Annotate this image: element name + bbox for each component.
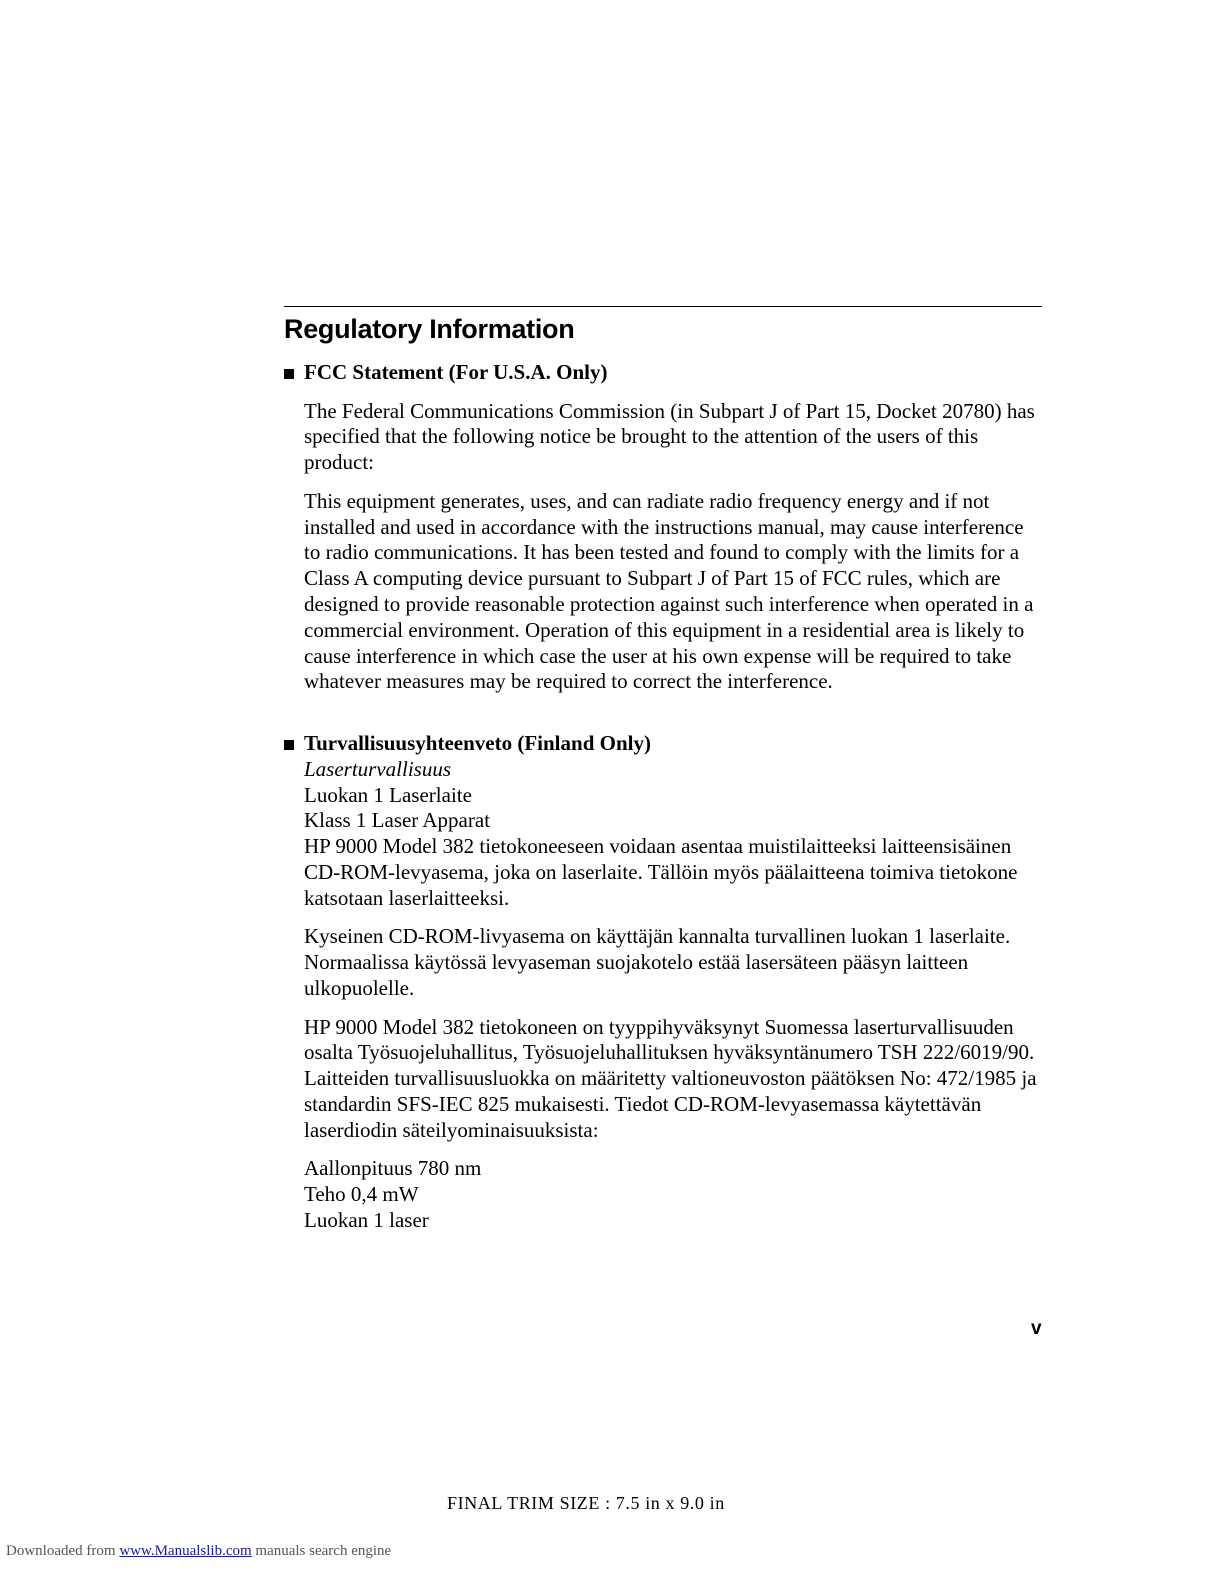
finland-spec-1: Aallonpituus 780 nm [304, 1156, 482, 1181]
trim-size-note: FINAL TRIM SIZE : 7.5 in x 9.0 in [447, 1493, 725, 1513]
manualslib-link[interactable]: www.Manualslib.com [119, 1543, 252, 1559]
bullet-square-icon [284, 740, 294, 750]
finland-paragraph-3: HP 9000 Model 382 tietokoneen on tyyppihyväksynyt Suomessa laserturvallisuuden osalta Työsuojeluhallitus, Työsuojeluhallituksen hyväksyntänumero TSH 222/6019/90. Laitteiden turvallisuusluokka on määritetty valtioneuvoston päätöksen No: 472/1985 ja standardin SFS-IEC 825 mukaisesti. Tiedot CD-ROM-levyasemassa käytettävän laserdiodin säteilyominaisuuksista: [304, 1014, 1037, 1142]
footer-suffix: manuals search engine [255, 1543, 392, 1559]
download-footer [6, 1542, 391, 1560]
finland-spec-3: Luokan 1 laser [304, 1207, 429, 1232]
heading-rule [284, 306, 1042, 307]
finland-paragraph-2: Kyseinen CD-ROM-livyasema on käyttäjän kannalta turvallinen luokan 1 laserlaite. Normaalissa käytössä levyaseman suojakotelo estää lasersäteen pääsyn laitteen ulkopuolelle. [304, 924, 1011, 1000]
page-title: Regulatory Information [284, 314, 575, 344]
page-number: v [1031, 1318, 1042, 1339]
finland-paragraph-1: HP 9000 Model 382 tietokoneeseen voidaan asentaa muistilaitteeksi laitteensisäinen CD-ROM-levyasema, joka on laserlaite. Tällöin myös päälaitteena toimiva tietokone katsotaan laserlaitteeksi. [304, 834, 1018, 910]
finland-spec-2: Teho 0,4 mW [304, 1182, 419, 1207]
finland-subtitle: Laserturvallisuus [304, 756, 452, 781]
finland-line-2: Klass 1 Laser Apparat [304, 808, 491, 833]
finland-section-title: Turvallisuusyhteenveto (Finland Only) [304, 731, 651, 755]
footer-prefix: Downloaded from [6, 1543, 116, 1559]
bullet-square-icon [284, 369, 294, 379]
fcc-section [304, 360, 1044, 695]
finland-section [304, 731, 1044, 1234]
fcc-section-title: FCC Statement (For U.S.A. Only) [304, 360, 608, 384]
finland-line-1: Luokan 1 Laserlaite [304, 782, 472, 807]
fcc-paragraph-2: This equipment generates, uses, and can radiate radio frequency energy and if not installed and used in accordance with the instructions manual, may cause interference to radio communications. It has been tested and found to comply with the limits for a Class A computing device pursuant to Subpart J of Part 15 of FCC rules, which are designed to provide reasonable protection against such interference when operated in a commercial environment. Operation of this equipment in a residential area is likely to cause interference in which case the user at his own expense will be required to take whatever measures may be required to correct the interference. [304, 488, 1034, 694]
fcc-paragraph-1: The Federal Communications Commission (in Subpart J of Part 15, Docket 20780) has specified that the following notice be brought to the attention of the users of this product: [304, 398, 1035, 475]
